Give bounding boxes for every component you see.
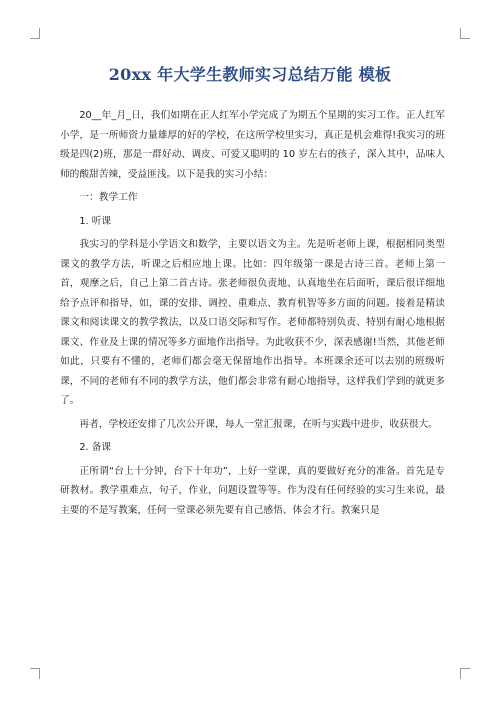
- crop-mark-top-left: [30, 28, 40, 39]
- preparation-paragraph: 正所谓“台上十分钟，台下十年功”，上好一堂课，真的要做好充分的准备。首先是专研教材。教学重难点，句子，作业，问题设置等等。作为没有任何经验的实习生来说，最主要的不是写教案，任何一堂课必须先要有自己感悟、体会才行。教案只是: [60, 465, 445, 516]
- crop-mark-top-right: [460, 28, 470, 39]
- document-title: 20xx 年大学生教师实习总结万能 模板: [108, 65, 392, 84]
- section-heading-teaching: 一：教学工作: [79, 192, 138, 203]
- listening-paragraph: 我实习的学科是小学语文和数学，主要以语文为主。先是听老师上课，根据相同类型课文的教学方法，听课之后相应地上课。比如：四年级第一课是古诗三首。老师上第一首，观摩之后，自己上第二首古诗。张老师很负责地、认真地坐在后面听，课后很详细地给予点评和指导，如，课的安排、调控、重难点、教育机智等多方面的问题。接着是精读课文和阅读课文的教学教法，以及口语交际和写作。老师都特别负责、特别有耐心地根据课文、作业及上课的情况等多方面地作出指导。为此收获不少，深表感谢!当然，其他老师如此，只要有不懂的，老师们都会毫无保留地作出指导。本班课余还可以去别的班级听课，不同的老师有不同的教学方法，他们都会非常有耐心地指导，这样我们学到的就更多了。: [60, 239, 445, 406]
- open-class-paragraph: 再者，学校还安排了几次公开课，每人一堂汇报课，在听与实践中进步，收获很大。: [79, 418, 438, 430]
- subsection-heading-listening: 1. 听课: [79, 215, 112, 227]
- subsection-heading-preparation: 2. 备课: [79, 442, 112, 453]
- crop-mark-bottom-right: [460, 668, 470, 679]
- intro-paragraph: 20__年_月_日，我们如期在正人红军小学完成了为期五个星期的实习工作。正人红军小学，是一所师资力量雄厚的好的学校，在这所学校里实习，真正是机会难得!我实习的班级是四(2)班，那是一群好动、调皮、可爱又聪明的 10 岁左右的孩子，深入其中，品味人师的酸甜苦辣，受益匪浅。以下是我的实习小结：: [60, 110, 445, 180]
- document-body: [60, 106, 445, 524]
- crop-mark-bottom-left: [30, 668, 40, 679]
